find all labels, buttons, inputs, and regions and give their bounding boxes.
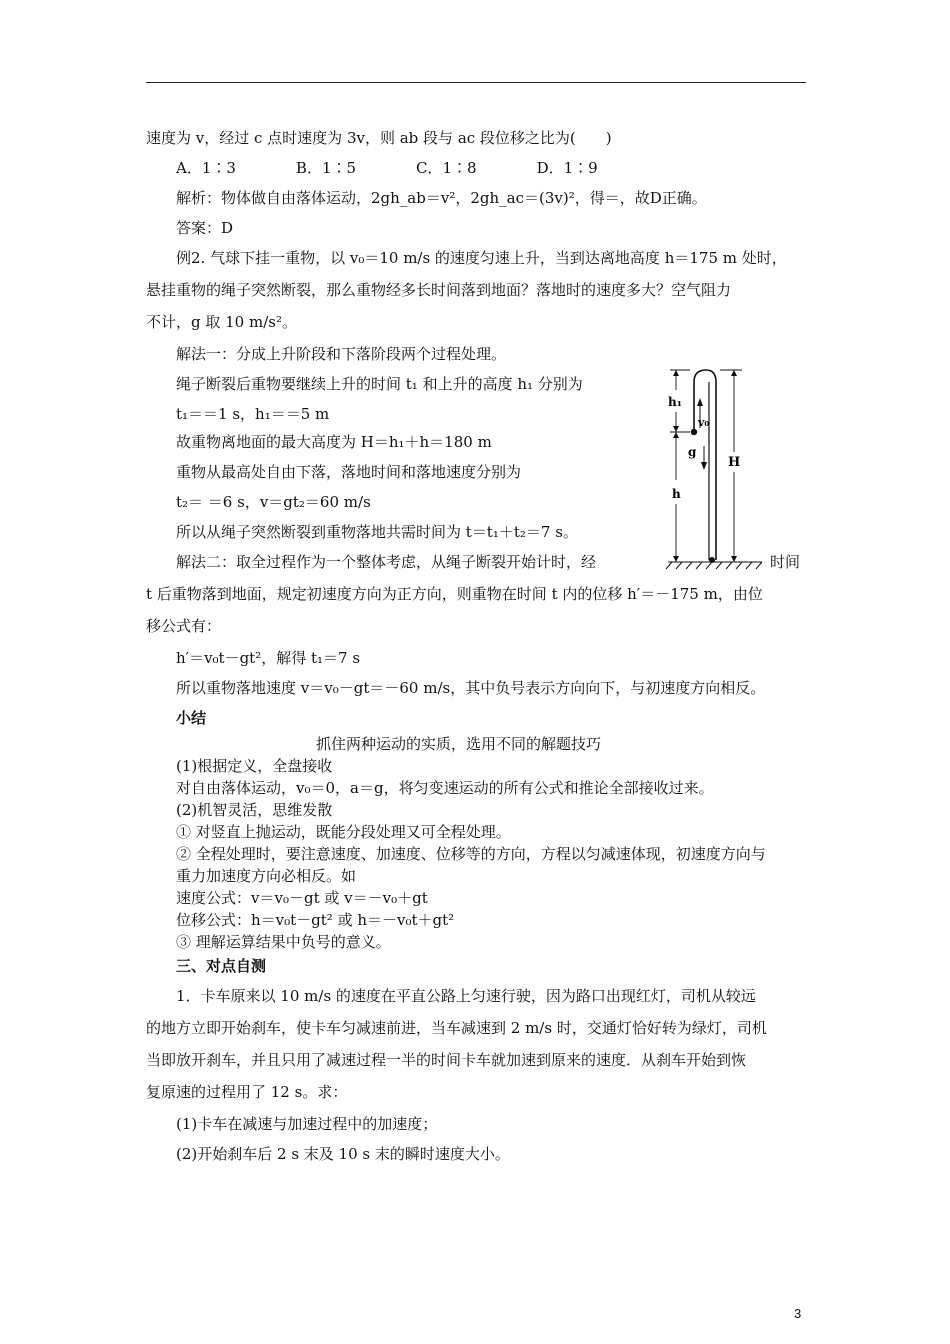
problem-text: (1)卡车在减速与加速过程中的加速度； (176, 1115, 438, 1133)
text-line: 绳子断裂后重物要继续上升的时间 t₁ 和上升的高度 h₁ 分别为 (176, 375, 583, 393)
page-number: 3 (794, 1306, 802, 1321)
motion-diagram (650, 362, 770, 570)
H-label: H (728, 455, 741, 470)
problem-text: 复原速的过程用了 12 s。求： (146, 1083, 348, 1101)
text-line: (1)根据定义，全盘接收 (176, 757, 333, 775)
text-line: ② 全程处理时，要注意速度、加速度、位移等的方向，方程以匀减速体现，初速度方向与 (176, 845, 766, 863)
h1-label: h₁ (668, 395, 682, 409)
text-line: ③ 理解运算结果中负号的意义。 (176, 933, 391, 951)
object-dot (691, 429, 697, 435)
text-line: 所以重物落地速度 v＝v₀－gt＝－60 m/s，其中负号表示方向向下，与初速度方向相反。 (176, 679, 766, 697)
formula-line: 故重物离地面的最大高度为 H＝h₁＋h＝180 m (176, 433, 492, 451)
example-title: 例2. 气球下挂一重物，以 v₀＝10 m/s 的速度匀速上升，当到达离地高度 h＝175 m 处时， (176, 249, 787, 267)
header-rule (146, 82, 806, 83)
section-heading: 三、对点自测 (176, 957, 267, 975)
text-line: 悬挂重物的绳子突然断裂，那么重物经多长时间落到地面？落地时的速度多大？空气阻力 (146, 281, 732, 299)
problem-text: 的地方立即开始刹车，使卡车匀减速前进，当车减速到 2 m/s 时，交通灯恰好转为绿灯，司机 (146, 1019, 767, 1037)
text-line: 所以从绳子突然断裂到重物落地共需时间为 t＝t₁＋t₂＝7 s。 (176, 523, 578, 541)
text-line: 速度为 v，经过 c 点时速度为 3v，则 ab 段与 ac 段位移之比为( ) (146, 129, 612, 147)
g-arrow (701, 462, 707, 470)
summary-subtitle: 抓住两种运动的实质，选用不同的解题技巧 (316, 735, 602, 753)
g-label: g (688, 445, 697, 459)
text-line: 时间 (770, 553, 801, 571)
text-line: 不计，g 取 10 m/s²。 (146, 313, 297, 331)
answer-line: 答案：D (176, 219, 234, 237)
section-heading: 小结 (176, 709, 207, 727)
formula-line: 位移公式：h＝v₀t－gt² 或 h＝－v₀t＋gt² (176, 911, 455, 929)
text-line: 解法二：取全过程作为一个整体考虑，从绳子断裂开始计时，经 (176, 553, 597, 571)
ground-line (666, 562, 762, 569)
problem-text: 当即放开刹车，并且只用了减速过程一半的时间卡车就加速到原来的速度．从刹车开始到恢 (146, 1051, 747, 1069)
formula-line: h′＝v₀t－gt²，解得 t₁＝7 s (176, 649, 361, 667)
text-line: 对自由落体运动，v₀＝0，a＝g，将匀变速运动的所有公式和推论全部接收过来。 (176, 779, 714, 797)
formula-line: t₂＝ ＝6 s，v＝gt₂＝60 m/s (176, 493, 371, 511)
formula-line: t₁＝＝1 s，h₁＝＝5 m (176, 405, 330, 423)
text-line: 重力加速度方向必相反。如 (176, 867, 357, 885)
text-line: 解法一：分成上升阶段和下落阶段两个过程处理。 (176, 345, 507, 363)
text-line: t 后重物落到地面，规定初速度方向为正方向，则重物在时间 t 内的位移 h′＝－175 m，由位 (146, 585, 763, 603)
h-label: h (672, 487, 681, 501)
text-line: ① 对竖直上抛运动，既能分段处理又可全程处理。 (176, 823, 511, 841)
problem-text: 1．卡车原来以 10 m/s 的速度在平直公路上匀速行驶，因为路口出现红灯，司机从较远 (176, 987, 756, 1005)
formula-line: 速度公式：v＝v₀－gt 或 v＝－v₀＋gt (176, 889, 428, 907)
v0-label: v₀ (698, 416, 710, 429)
answer-choices: A．1∶3 B．1∶5 C．1∶8 D．1∶9 (176, 159, 598, 177)
text-line: 解析：物体做自由落体运动，2gh_ab＝v²，2gh_ac＝(3v)²，得＝，故D正确。 (176, 189, 707, 207)
v0-arrow (697, 398, 703, 406)
problem-text: (2)开始刹车后 2 s 末及 10 s 末的瞬时速度大小。 (176, 1145, 510, 1163)
text-line: 重物从最高处自由下落，落地时间和落地速度分别为 (176, 463, 522, 481)
text-line: 移公式有： (146, 617, 222, 635)
text-line: (2)机智灵活，思维发散 (176, 801, 333, 819)
